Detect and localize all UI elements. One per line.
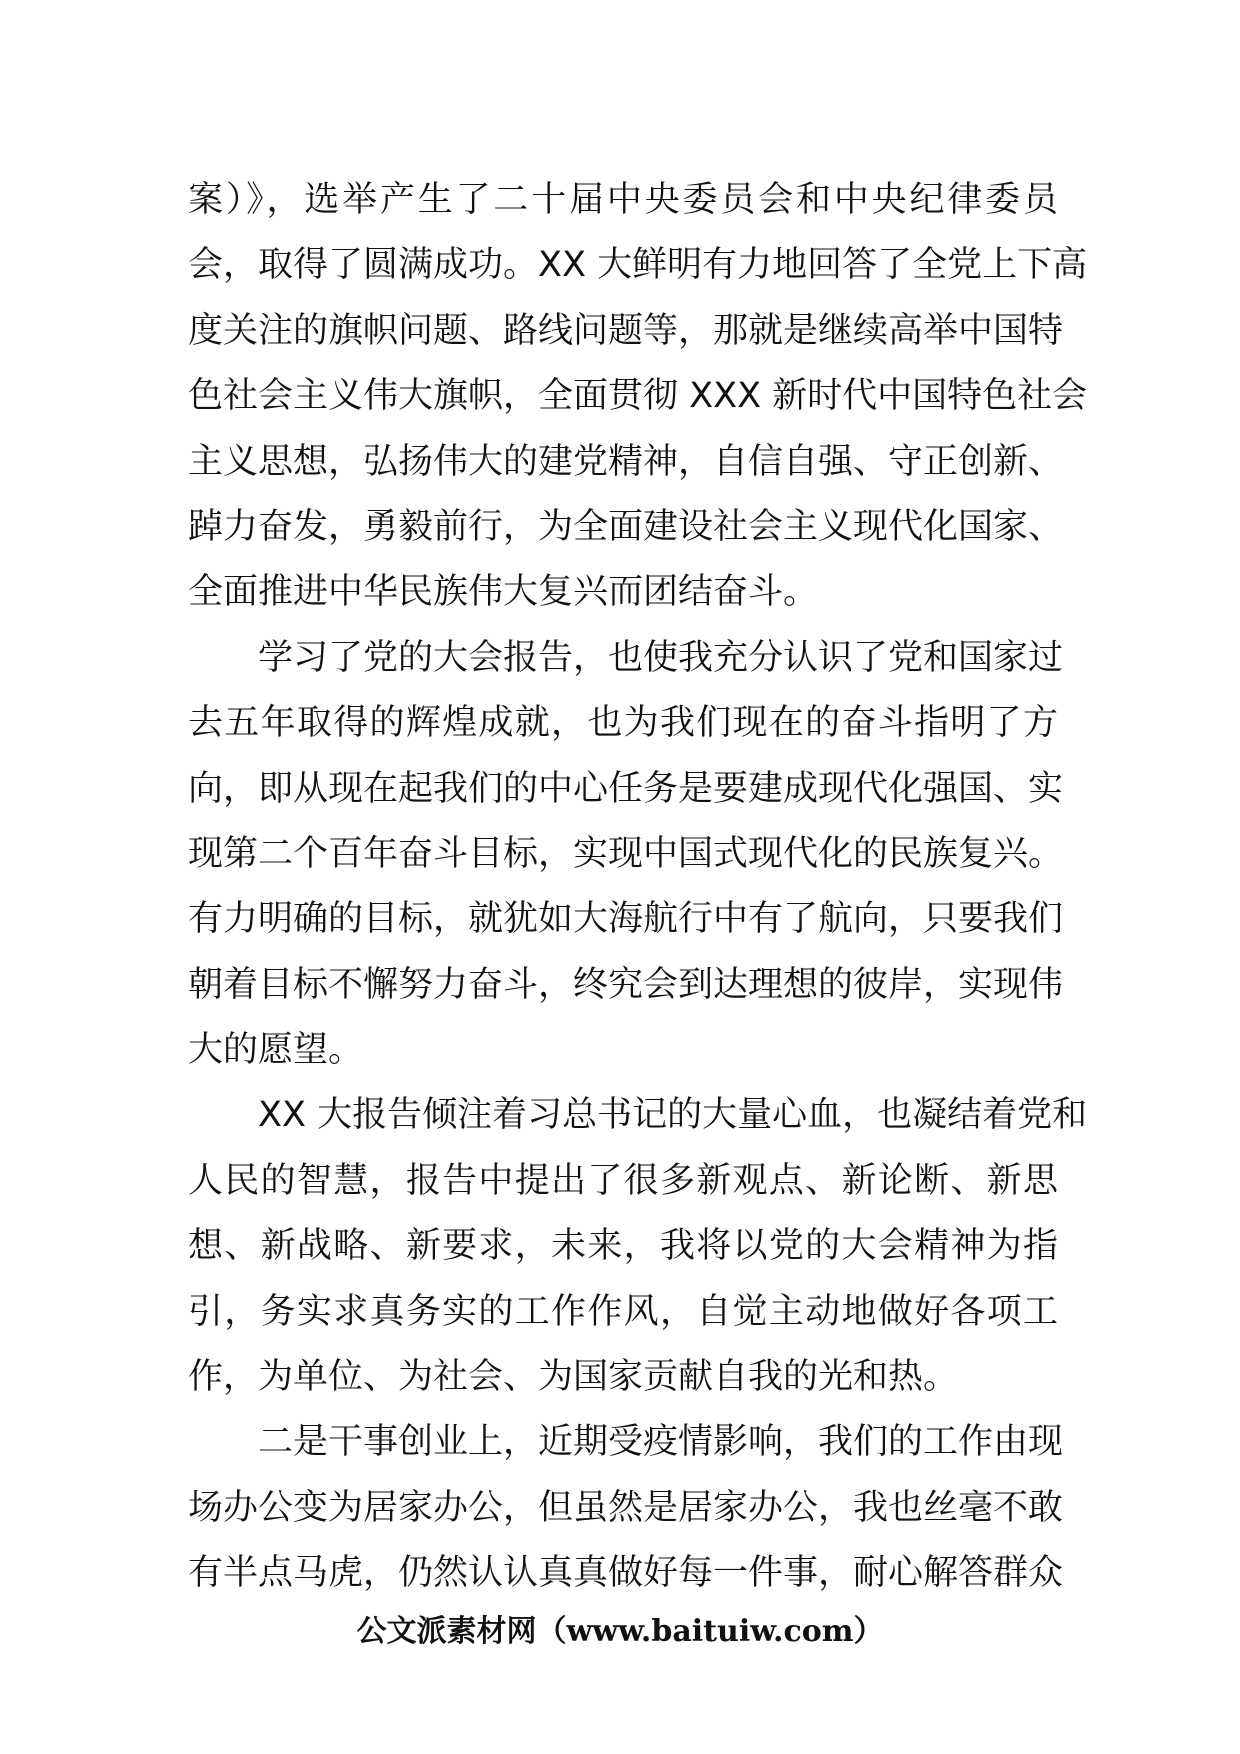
text-line: 人民的智慧，报告中提出了很多新观点、新论断、新思 [188, 1160, 1058, 1201]
text-line: 色社会主义伟大旗帜，全面贯彻 XXX 新时代中国特色社会 [188, 376, 1088, 417]
text-line: 去五年取得的辉煌成就，也为我们现在的奋斗指明了方 [188, 703, 1058, 744]
text-line: 引，务实求真务实的工作作风，自觉主动地做好各项工 [188, 1291, 1058, 1332]
text-line: 度关注的旗帜问题、路线问题等，那就是继续高举中国特 [188, 310, 1064, 351]
paragraph-first-line: 二是干事创业上，近期受疫情影响，我们的工作由现 [258, 1422, 1064, 1463]
text-line: 会，取得了圆满成功。XX 大鲜明有力地回答了全党上下高 [188, 245, 1088, 286]
text-line: 向，即从现在起我们的中心任务是要建成现代化强国、实 [188, 768, 1064, 809]
footer-watermark: 公文派素材网（www.baituiw.com） [356, 1614, 884, 1649]
text-line: 大的愿望。 [188, 1030, 364, 1071]
text-line: 有力明确的目标，就犹如大海航行中有了航向，只要我们 [188, 899, 1064, 940]
paragraph-first-line: 学习了党的大会报告，也使我充分认识了党和国家过 [258, 637, 1064, 678]
text-line: 全面推进中华民族伟大复兴而团结奋斗。 [188, 572, 819, 613]
text-line: 踔力奋发，勇毅前行，为全面建设社会主义现代化国家、 [188, 506, 1064, 547]
text-line: 现第二个百年奋斗目标，实现中国式现代化的民族复兴。 [188, 833, 1064, 874]
text-line: 朝着目标不懈努力奋斗，终究会到达理想的彼岸，实现伟 [188, 964, 1064, 1005]
paragraph-first-line: XX 大报告倾注着习总书记的大量心血，也凝结着党和 [258, 1095, 1088, 1136]
text-line: 主义思想，弘扬伟大的建党精神，自信自强、守正创新、 [188, 441, 1064, 482]
text-line: 案）》，选举产生了二十届中央委员会和中央纪律委员 [188, 180, 1058, 220]
document-body [188, 168, 1088, 1607]
text-line: 有半点马虎，仍然认认真真做好每一件事，耐心解答群众 [188, 1553, 1064, 1594]
text-line: 场办公变为居家办公，但虽然是居家办公，我也丝毫不敢 [188, 1487, 1064, 1528]
text-line: 作，为单位、为社会、为国家贡献自我的光和热。 [188, 1357, 959, 1398]
text-line: 想、新战略、新要求，未来，我将以党的大会精神为指 [188, 1226, 1058, 1267]
